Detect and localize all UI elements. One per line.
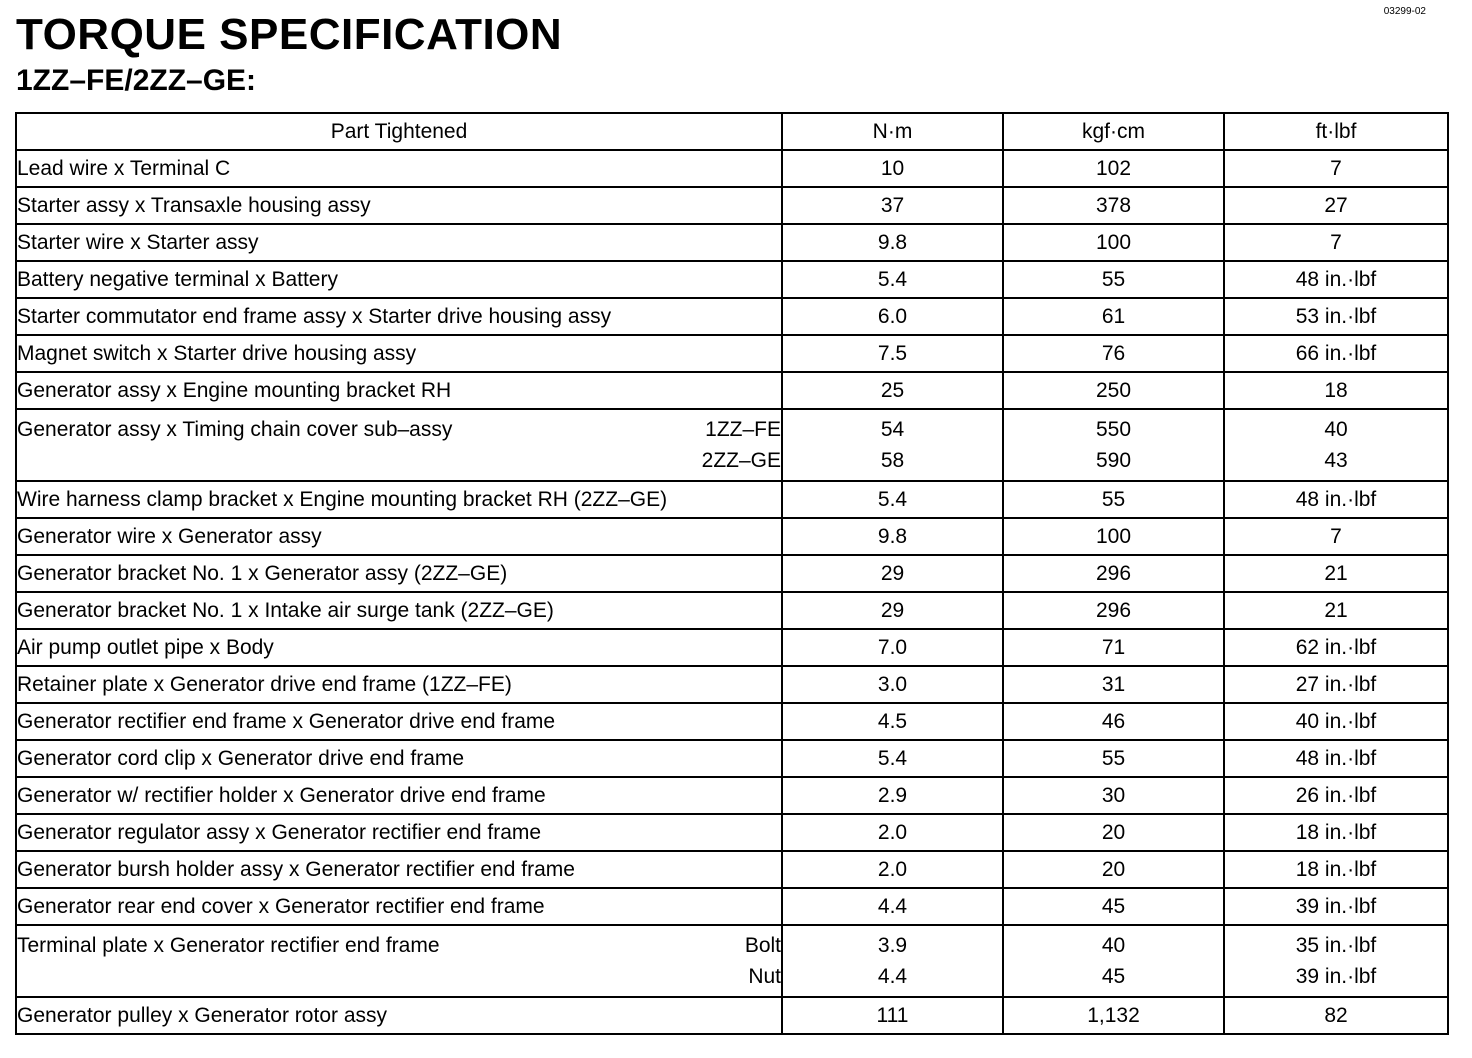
cell-nm: [782, 409, 1003, 481]
cell-ft: 62 in.·lbf: [1224, 629, 1448, 666]
torque-table: [15, 112, 1449, 1035]
value: 45: [1101, 965, 1126, 988]
header-ft: ft·lbf: [1224, 113, 1448, 150]
cell-nm: [782, 925, 1003, 997]
cell-nm: 4.5: [782, 703, 1003, 740]
table-row: [16, 740, 1448, 777]
page-id: 03299-02: [1383, 6, 1426, 17]
value: 54: [880, 418, 905, 441]
cell-part: Generator rectifier end frame x Generator drive end frame: [16, 703, 782, 740]
cell-kgf: 71: [1003, 629, 1224, 666]
cell-line: [1004, 445, 1223, 476]
cell-part: Retainer plate x Generator drive end frame (1ZZ–FE): [16, 666, 782, 703]
cell-part: [16, 409, 782, 481]
value: 4.4: [877, 965, 908, 988]
cell-ft: 18: [1224, 372, 1448, 409]
cell-nm: 29: [782, 592, 1003, 629]
cell-part: Generator regulator assy x Generator rectifier end frame: [16, 814, 782, 851]
cell-part: Generator assy x Engine mounting bracket RH: [16, 372, 782, 409]
cell-kgf: 100: [1003, 224, 1224, 261]
cell-ft: 27 in.·lbf: [1224, 666, 1448, 703]
cell-line: [17, 414, 781, 445]
cell-nm: 9.8: [782, 518, 1003, 555]
table-row: [16, 335, 1448, 372]
table-row: [16, 298, 1448, 335]
cell-ft: [1224, 409, 1448, 481]
table-row: [16, 888, 1448, 925]
cell-ft: 26 in.·lbf: [1224, 777, 1448, 814]
cell-part: Generator w/ rectifier holder x Generator drive end frame: [16, 777, 782, 814]
cell-nm: 7.5: [782, 335, 1003, 372]
cell-kgf: 296: [1003, 555, 1224, 592]
table-row: [16, 150, 1448, 187]
header-part: Part Tightened: [16, 113, 782, 150]
cell-ft: [1224, 925, 1448, 997]
cell-ft: 18 in.·lbf: [1224, 814, 1448, 851]
value: 550: [1095, 418, 1132, 441]
page-title: TORQUE SPECIFICATION: [16, 10, 563, 59]
cell-nm: 37: [782, 187, 1003, 224]
header-kgf: kgf·cm: [1003, 113, 1224, 150]
cell-kgf: 46: [1003, 703, 1224, 740]
table-row: [16, 555, 1448, 592]
cell-line: [1225, 445, 1447, 476]
cell-part: Generator bracket No. 1 x Generator assy (2ZZ–GE): [16, 555, 782, 592]
table-body: [16, 150, 1448, 1034]
value: 58: [880, 449, 905, 472]
table-row: [16, 703, 1448, 740]
cell-nm: 2.0: [782, 851, 1003, 888]
cell-line: [1004, 414, 1223, 445]
cell-ft: 53 in.·lbf: [1224, 298, 1448, 335]
cell-kgf: 76: [1003, 335, 1224, 372]
variant-label: 1ZZ–FE: [705, 418, 781, 441]
cell-nm: 5.4: [782, 481, 1003, 518]
cell-ft: 66 in.·lbf: [1224, 335, 1448, 372]
table-row: [16, 372, 1448, 409]
cell-ft: 18 in.·lbf: [1224, 851, 1448, 888]
table-row: [16, 666, 1448, 703]
cell-line: [1004, 930, 1223, 961]
cell-part: Battery negative terminal x Battery: [16, 261, 782, 298]
table-row: [16, 518, 1448, 555]
table-row: [16, 481, 1448, 518]
variant-label: Bolt: [744, 934, 781, 957]
part-name: Terminal plate x Generator rectifier end frame: [17, 934, 440, 957]
cell-ft: 40 in.·lbf: [1224, 703, 1448, 740]
cell-kgf: 45: [1003, 888, 1224, 925]
cell-ft: 7: [1224, 518, 1448, 555]
cell-ft: 7: [1224, 150, 1448, 187]
value: 39 in.·lbf: [1295, 965, 1377, 988]
cell-kgf: 55: [1003, 740, 1224, 777]
cell-part: Generator rear end cover x Generator rectifier end frame: [16, 888, 782, 925]
part-name: Generator assy x Timing chain cover sub–assy: [17, 418, 453, 441]
value: 40: [1324, 418, 1348, 441]
table-row: [16, 261, 1448, 298]
cell-part: Magnet switch x Starter drive housing assy: [16, 335, 782, 372]
cell-part: Generator bracket No. 1 x Intake air surge tank (2ZZ–GE): [16, 592, 782, 629]
cell-ft: 27: [1224, 187, 1448, 224]
cell-kgf: 61: [1003, 298, 1224, 335]
cell-nm: 2.0: [782, 814, 1003, 851]
cell-ft: 48 in.·lbf: [1224, 740, 1448, 777]
cell-nm: 6.0: [782, 298, 1003, 335]
cell-nm: 2.9: [782, 777, 1003, 814]
cell-kgf: 55: [1003, 261, 1224, 298]
cell-kgf: 30: [1003, 777, 1224, 814]
cell-nm: 25: [782, 372, 1003, 409]
cell-ft: 21: [1224, 555, 1448, 592]
cell-part: Starter wire x Starter assy: [16, 224, 782, 261]
table-row: [16, 925, 1448, 997]
value: 590: [1095, 449, 1132, 472]
cell-part: Air pump outlet pipe x Body: [16, 629, 782, 666]
cell-ft: 39 in.·lbf: [1224, 888, 1448, 925]
cell-ft: 7: [1224, 224, 1448, 261]
cell-part: Generator pulley x Generator rotor assy: [16, 997, 782, 1034]
cell-kgf: 100: [1003, 518, 1224, 555]
value: 43: [1324, 449, 1348, 472]
table-header-row: [16, 113, 1448, 150]
variant-label: 2ZZ–GE: [701, 449, 781, 472]
table-row: [16, 629, 1448, 666]
cell-kgf: [1003, 409, 1224, 481]
table-row: [16, 592, 1448, 629]
cell-nm: 4.4: [782, 888, 1003, 925]
value: 35 in.·lbf: [1295, 934, 1377, 957]
table-row: [16, 997, 1448, 1034]
cell-nm: 10: [782, 150, 1003, 187]
cell-part: Starter assy x Transaxle housing assy: [16, 187, 782, 224]
table-row: [16, 224, 1448, 261]
cell-nm: 7.0: [782, 629, 1003, 666]
variant-label: Nut: [748, 965, 781, 988]
cell-nm: 29: [782, 555, 1003, 592]
cell-nm: 9.8: [782, 224, 1003, 261]
cell-part: Starter commutator end frame assy x Starter drive housing assy: [16, 298, 782, 335]
header-nm: N·m: [782, 113, 1003, 150]
cell-line: [783, 930, 1002, 961]
cell-kgf: 20: [1003, 851, 1224, 888]
cell-kgf: 378: [1003, 187, 1224, 224]
value: 40: [1101, 934, 1126, 957]
table-row: [16, 777, 1448, 814]
cell-ft: 82: [1224, 997, 1448, 1034]
cell-nm: 3.0: [782, 666, 1003, 703]
table-row: [16, 851, 1448, 888]
cell-kgf: 31: [1003, 666, 1224, 703]
cell-line: [17, 445, 781, 476]
cell-kgf: 55: [1003, 481, 1224, 518]
cell-line: [17, 930, 781, 961]
cell-nm: 5.4: [782, 740, 1003, 777]
cell-part: Lead wire x Terminal C: [16, 150, 782, 187]
cell-line: [17, 961, 781, 992]
cell-line: [783, 414, 1002, 445]
cell-part: Wire harness clamp bracket x Engine mounting bracket RH (2ZZ–GE): [16, 481, 782, 518]
cell-line: [783, 445, 1002, 476]
table-row: [16, 814, 1448, 851]
table-row: [16, 187, 1448, 224]
cell-part: [16, 925, 782, 997]
cell-kgf: 296: [1003, 592, 1224, 629]
cell-kgf: 102: [1003, 150, 1224, 187]
cell-ft: 21: [1224, 592, 1448, 629]
cell-nm: 5.4: [782, 261, 1003, 298]
table-row: [16, 409, 1448, 481]
value: 3.9: [877, 934, 908, 957]
page-subtitle: 1ZZ–FE/2ZZ–GE:: [16, 64, 257, 97]
cell-line: [1225, 930, 1447, 961]
cell-part: Generator bursh holder assy x Generator rectifier end frame: [16, 851, 782, 888]
cell-nm: 111: [782, 997, 1003, 1034]
cell-line: [783, 961, 1002, 992]
cell-line: [1004, 961, 1223, 992]
cell-kgf: [1003, 925, 1224, 997]
cell-kgf: 250: [1003, 372, 1224, 409]
cell-kgf: 1,132: [1003, 997, 1224, 1034]
cell-ft: 48 in.·lbf: [1224, 261, 1448, 298]
cell-line: [1225, 414, 1447, 445]
cell-kgf: 20: [1003, 814, 1224, 851]
cell-line: [1225, 961, 1447, 992]
cell-ft: 48 in.·lbf: [1224, 481, 1448, 518]
cell-part: Generator wire x Generator assy: [16, 518, 782, 555]
cell-part: Generator cord clip x Generator drive end frame: [16, 740, 782, 777]
